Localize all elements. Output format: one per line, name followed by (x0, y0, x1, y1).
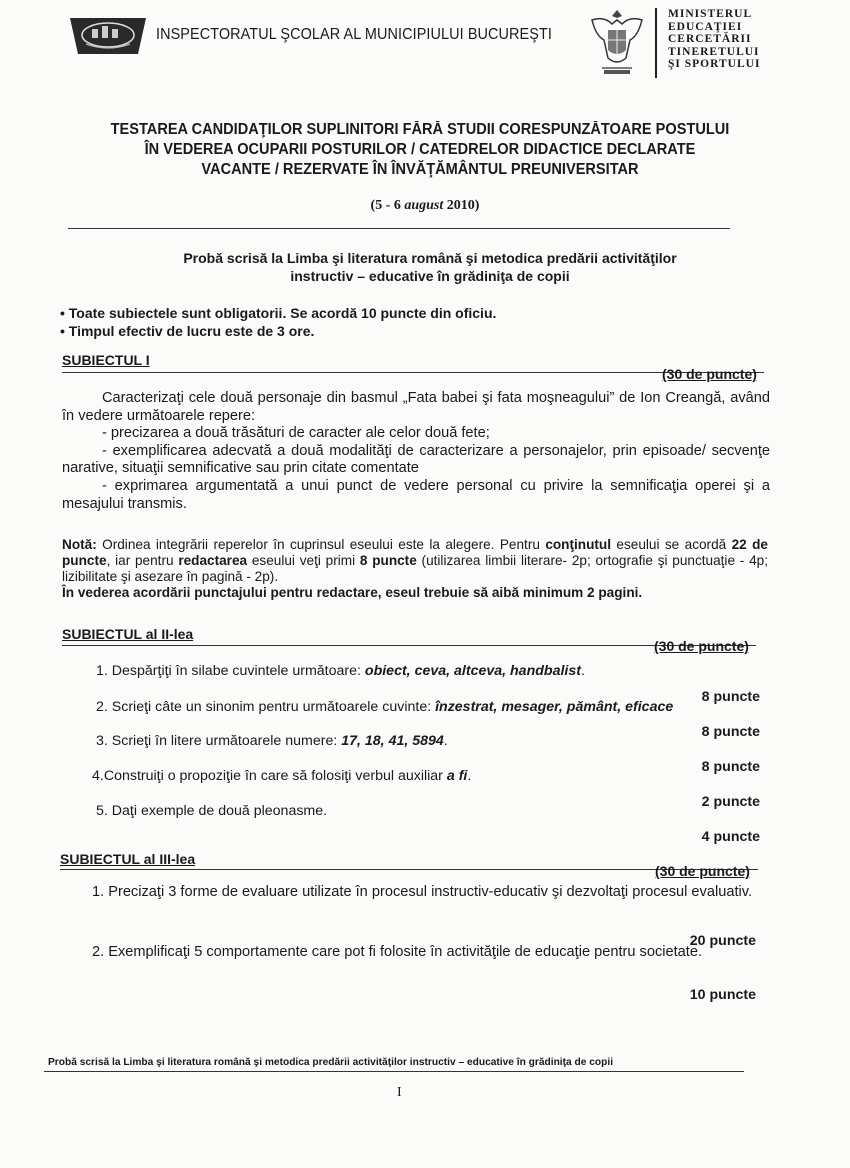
question-2-2: 2. Scrieţi câte un sinonim pentru următoarele cuvinte: înzestrat, mesager, pământ, eficace (96, 699, 674, 715)
section-1-intro: Caracterizaţi cele două personaje din basmul „Fata babei şi fata moşneagului” de Ion Creangă, având în vedere următoarele repere: (62, 390, 770, 424)
section-3-heading: SUBIECTUL al III-lea (60, 851, 196, 867)
isj-logo (66, 14, 150, 58)
score-2-2: 8 puncte (701, 724, 760, 740)
question-2-1: 1. Despărţiţi în silabe cuvintele următoare: obiect, ceva, altceva, handbalist. (96, 663, 585, 679)
section-1-note: Notă: Ordinea integrării reperelor în cuprinsul eseului este la alegere. Pentru conţinutul eseului se acordă 22 de puncte, iar pentru redactarea eseului veţi primi 8 puncte (utilizarea limbii literare- 2p; ortografie şi punctuaţie - 4p; lizibilitate şi asezare în pagină - 2p). În vederea acordării punctajului pentru redactare, eseul trebuie să aibă minimum 2 pagini. (62, 537, 768, 600)
score-2-5: 4 puncte (701, 829, 760, 845)
section-1-heading: SUBIECTUL I (62, 352, 150, 368)
exam-subtitle: Probă scrisă la Limba şi literatura română şi metodica predării activităţilor instructiv – educative în grădiniţa de copii (183, 250, 677, 284)
score-2-1: 8 puncte (701, 689, 760, 705)
note-requirement: În vederea acordării punctajului pentru redactare, eseul trebuie să aibă minimum 2 pagini. (62, 585, 643, 600)
ministry-name: MINISTERUL EDUCAŢIEI CERCETĂRII TINERETULUI ŞI SPORTULUI (668, 8, 761, 70)
exam-dates: (5 - 6 august 2010) (370, 198, 480, 213)
section-3-points: (30 de puncte) (655, 863, 750, 879)
question-2-3: 3. Scrieţi în litere următoarele numere: 17, 18, 41, 5894. (96, 733, 448, 749)
document-title: TESTAREA CANDIDAŢILOR SUPLINITORI FĂRĂ STUDII CORESPUNZĂTOARE POSTULUI ÎN VEDEREA OCUPARII POSTURILOR / CATEDRELOR DIDACTICE DECLARATE VACANTE / REZERVATE ÎN ÎNVĂŢĂMÂNTUL PREUNIVERSITAR (110, 121, 730, 178)
section-1-rule (62, 372, 764, 373)
question-2-4: 4.Construiţi o propoziţie în care să folosiţi verbul auxiliar a fi. (92, 768, 472, 784)
score-2-3: 8 puncte (701, 759, 760, 775)
footer-rule (44, 1071, 744, 1072)
page-number: I (397, 1085, 402, 1100)
exam-rules: • Toate subiectele sunt obligatorii. Se acordă 10 puncte din oficiu. • Timpul efectiv de lucru este de 3 ore. (60, 305, 497, 339)
section-2-heading: SUBIECTUL al II-lea (62, 626, 194, 642)
score-2-4: 2 puncte (701, 794, 760, 810)
ministry-divider (655, 8, 657, 78)
reference-2: - exemplificarea adecvată a două modalităţi de caracterizare a personajelor, prin episoade/ secvenţe narative, situaţii semnificative sau prin citate comentate (62, 442, 770, 477)
reference-1: - precizarea a două trăsături de caracter ale celor două fete; (102, 425, 490, 442)
section-2-points: (30 de puncte) (654, 638, 749, 654)
score-3-1: 20 puncte (689, 933, 756, 949)
question-2-5: 5. Daţi exemple de două pleonasme. (96, 803, 328, 819)
reference-3: - exprimarea argumentată a unui punct de vedere personal cu privire la semnificaţia operei şi a mesajului transmis. (62, 477, 770, 512)
coat-of-arms-icon (586, 6, 648, 78)
question-3-2: 2. Exemplificaţi 5 comportamente care pot fi folosite în activităţile de educaţie pentru societate. (92, 944, 703, 960)
section-2-rule (62, 645, 756, 646)
section-3-rule (60, 869, 758, 870)
section-1-body (62, 390, 770, 513)
inspectorate-title: INSPECTORATUL ŞCOLAR AL MUNICIPIULUI BUCUREŞTI (156, 26, 552, 43)
question-3-1: 1. Precizaţi 3 forme de evaluare utilizate în procesul instructiv-educativ şi dezvoltaţi procesul evaluativ. (92, 884, 753, 900)
title-divider (68, 228, 730, 229)
footer-text: Probă scrisă la Limba şi literatura română şi metodica predării activităţilor instructiv – educative în grădiniţa de copii (48, 1057, 614, 1068)
section-1-points: (30 de puncte) (662, 366, 757, 382)
score-3-2: 10 puncte (689, 987, 756, 1003)
